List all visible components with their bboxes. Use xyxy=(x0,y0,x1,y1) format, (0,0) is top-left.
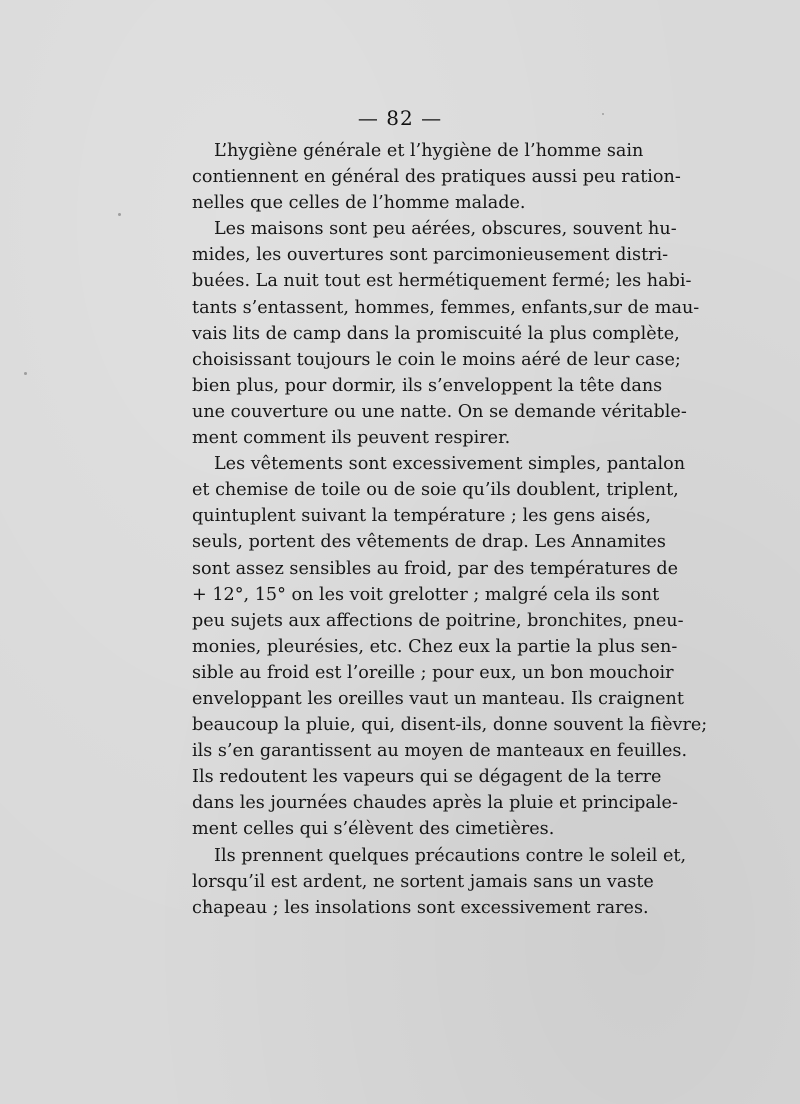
text-line: contiennent en général des pratiques aussi peu ration- xyxy=(192,167,681,188)
text-line: seuls, portent des vêtements de drap. Les Annamites xyxy=(192,532,666,553)
paragraph-hygiene xyxy=(192,138,681,216)
paper-speck xyxy=(24,372,27,375)
text-line: une couverture ou une natte. On se demande véritable- xyxy=(192,401,687,422)
text-line: + 12°, 15° on les voit grelotter ; malgré cela ils sont xyxy=(192,584,660,605)
text-line: L’hygiène générale et l’hygiène de l’homme sain xyxy=(214,141,644,161)
text-line: buées. La nuit tout est hermétiquement fermé; les habi- xyxy=(192,271,692,292)
text-line: bien plus, pour dormir, ils s’enveloppent la tête dans xyxy=(192,375,663,396)
text-line: peu sujets aux affections de poitrine, bronchites, pneu- xyxy=(192,610,684,631)
paragraph-houses xyxy=(192,216,700,451)
paper-speck xyxy=(118,213,121,216)
text-line: choisissant toujours le coin le moins aéré de leur case; xyxy=(192,349,681,370)
text-line: ils s’en garantissent au moyen de manteaux en feuilles. xyxy=(192,741,688,762)
text-line: vais lits de camp dans la promiscuité la plus complète, xyxy=(192,323,680,344)
text-line: beaucoup la pluie, qui, disent-ils, donne souvent la fièvre; xyxy=(192,715,708,736)
text-line: ment comment ils peuvent respirer. xyxy=(192,428,511,449)
text-line: ment celles qui s’élèvent des cimetières. xyxy=(192,819,555,840)
page-number: — 82 — xyxy=(357,106,443,130)
text-line: enveloppant les oreilles vaut un manteau. Ils craignent xyxy=(192,688,684,709)
text-line: Ils prennent quelques précautions contre le soleil et, xyxy=(214,845,687,866)
text-line: chapeau ; les insolations sont excessivement rares. xyxy=(192,897,649,918)
text-line: Ils redoutent les vapeurs qui se dégagent de la terre xyxy=(192,767,662,788)
text-line: et chemise de toile ou de soie qu’ils doublent, triplent, xyxy=(192,480,679,501)
text-line: mides, les ouvertures sont parcimonieusement distri- xyxy=(192,245,669,266)
text-line: lorsqu’il est ardent, ne sortent jamais sans un vaste xyxy=(192,871,654,892)
text-line: sible au froid est l’oreille ; pour eux, un bon mouchoir xyxy=(192,662,674,683)
text-line: tants s’entassent, hommes, femmes, enfants,sur de mau- xyxy=(192,297,700,318)
text-line: monies, pleurésies, etc. Chez eux la partie la plus sen- xyxy=(192,636,678,657)
paragraph-clothing xyxy=(192,451,708,842)
paragraph-sun xyxy=(192,843,687,921)
text-line: Les vêtements sont excessivement simples, pantalon xyxy=(214,454,686,475)
text-line: nelles que celles de l’homme malade. xyxy=(192,193,526,214)
text-line: dans les journées chaudes après la pluie et principale- xyxy=(192,793,678,814)
body-text xyxy=(192,138,708,921)
text-line: sont assez sensibles au froid, par des températures de xyxy=(192,558,679,579)
text-line: quintuplent suivant la température ; les gens aisés, xyxy=(192,506,651,527)
text-line: Les maisons sont peu aérées, obscures, souvent hu- xyxy=(214,219,677,240)
